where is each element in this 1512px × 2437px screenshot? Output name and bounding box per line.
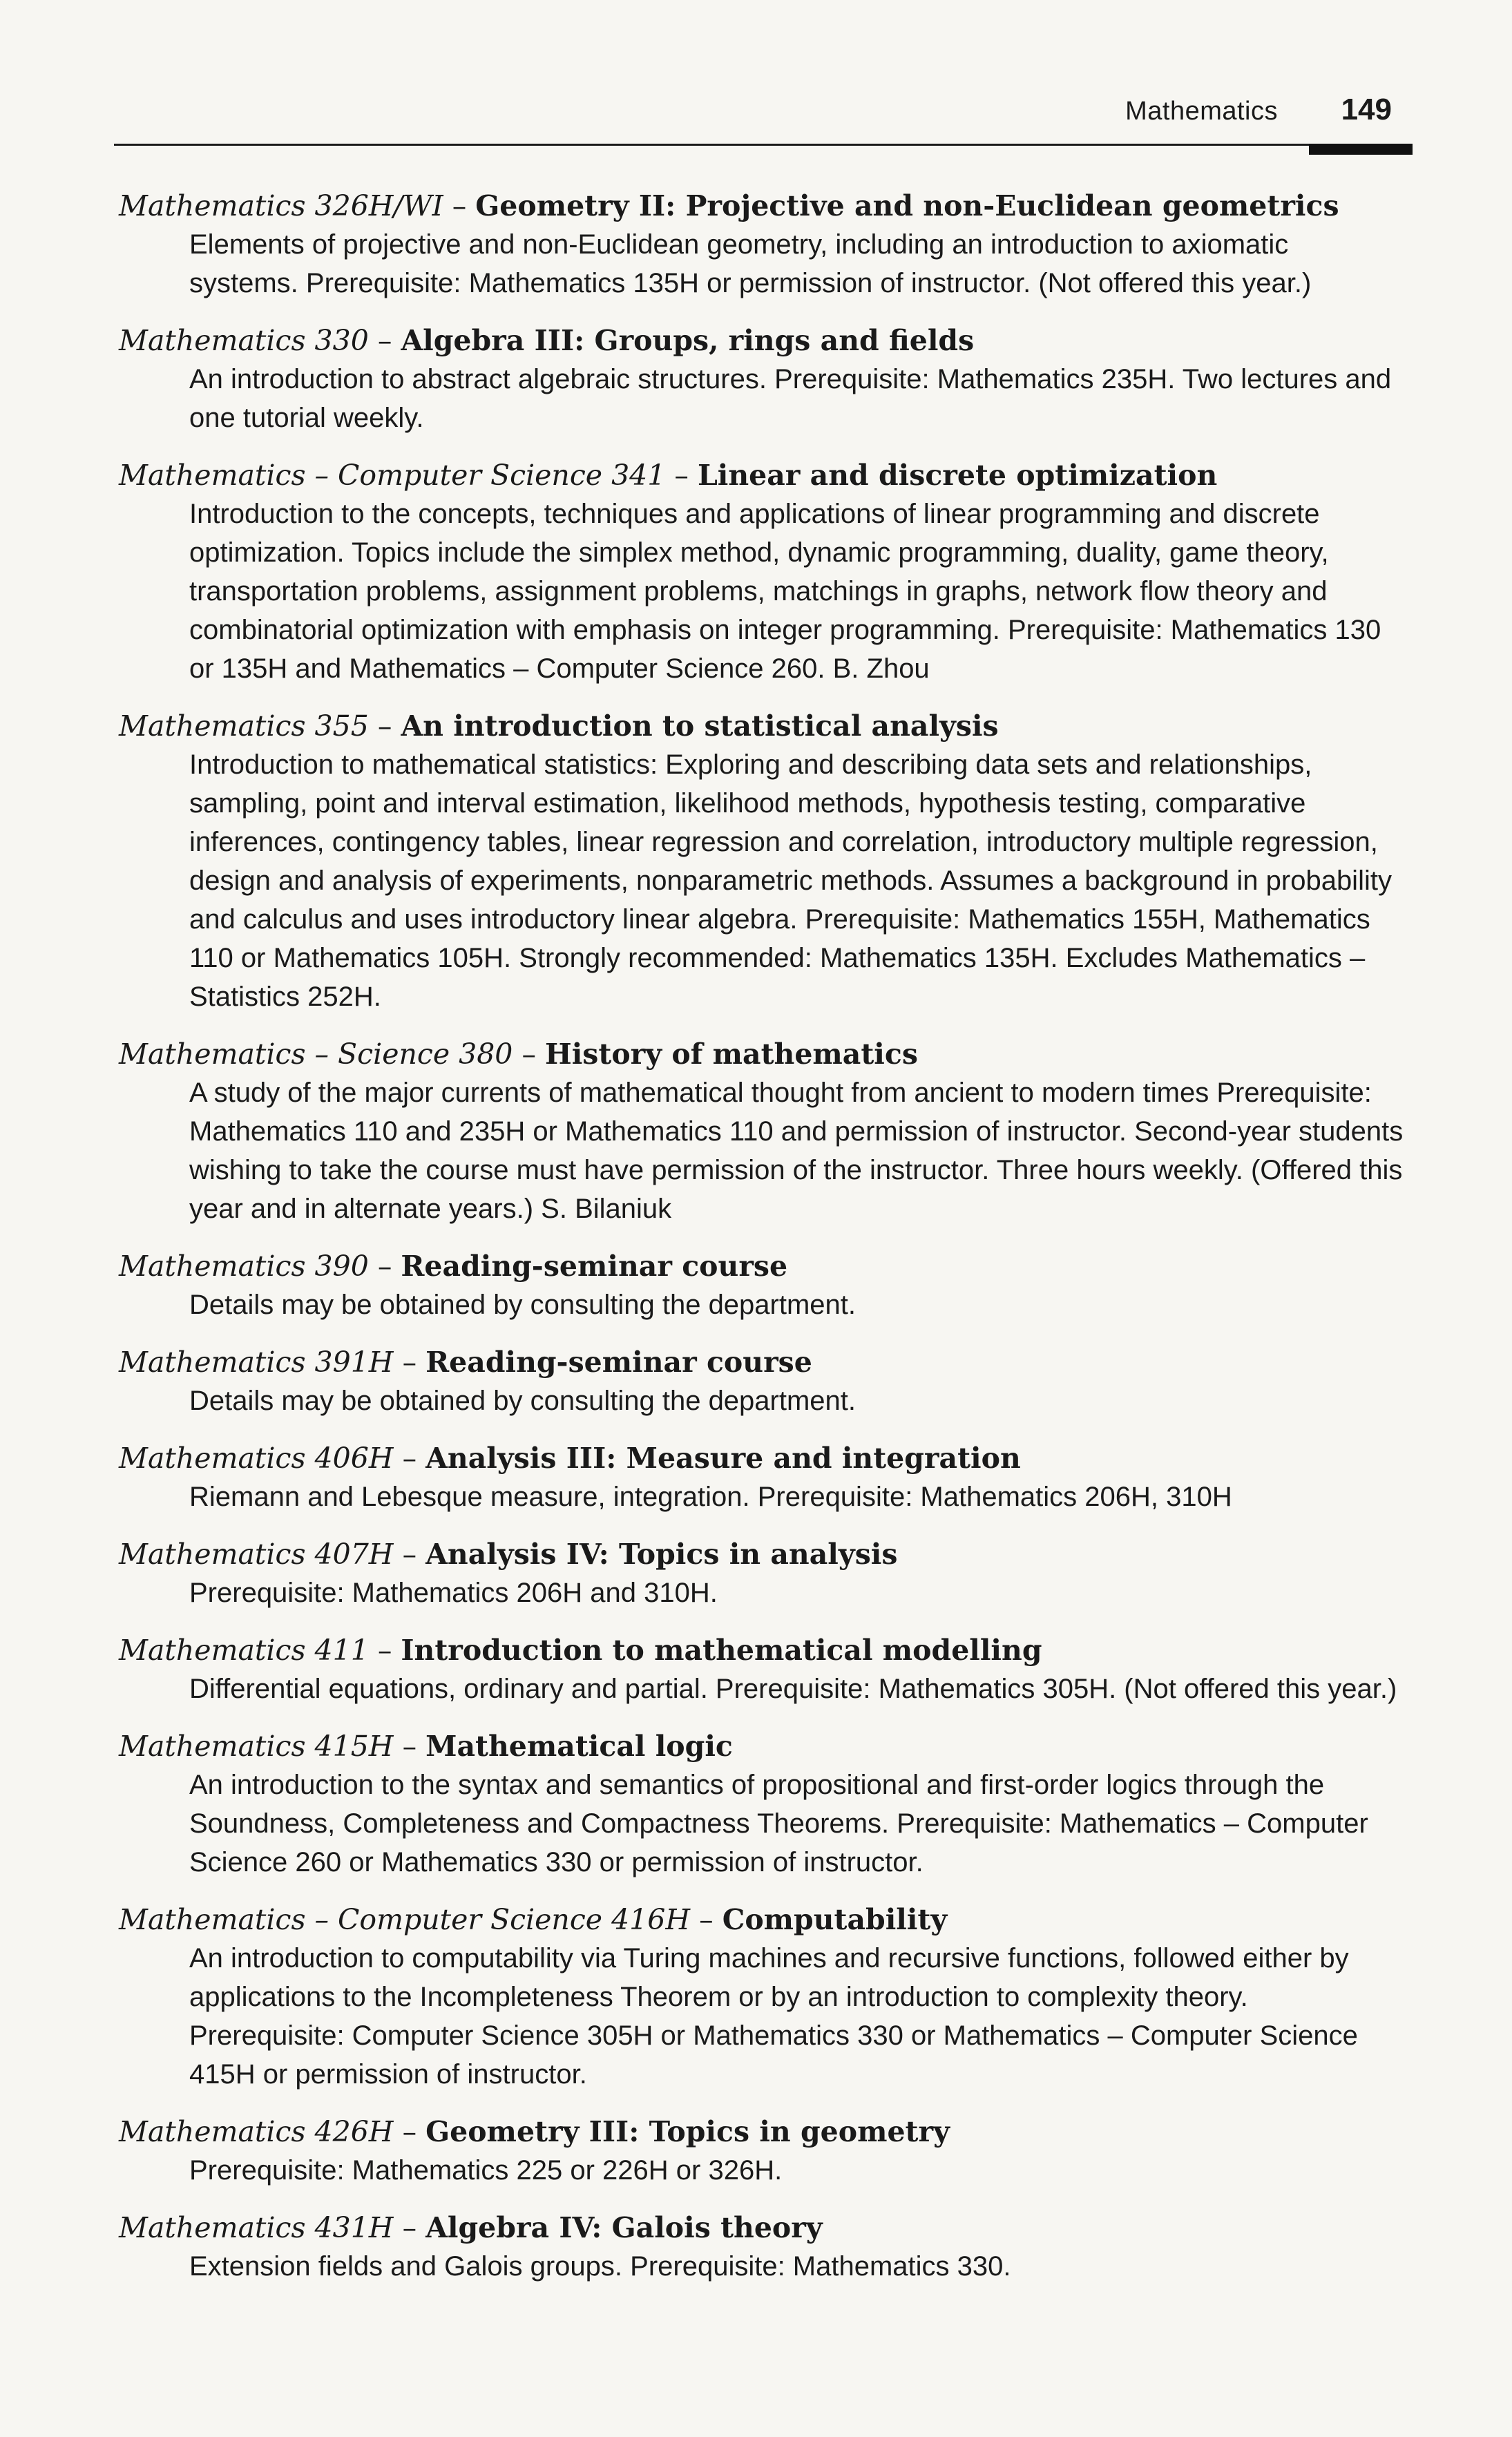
course-code: Mathematics 411 xyxy=(119,1634,369,1667)
course-title: An introduction to statistical analysis xyxy=(401,709,999,743)
course-title: Algebra IV: Galois theory xyxy=(425,2211,823,2244)
course-title: Computability xyxy=(722,1903,948,1936)
course-heading: Mathematics 407H – Analysis IV: Topics in analysis xyxy=(119,1538,898,1571)
course-title: Analysis III: Measure and integration xyxy=(425,1442,1021,1475)
course-title: History of mathematics xyxy=(544,1038,918,1071)
course-entry xyxy=(119,1900,1410,2094)
course-entry xyxy=(119,187,1410,303)
course-description: An introduction to the syntax and semantics of propositional and first-order logics through the Soundness, Completeness and Compactness Theorems. Prerequisite: Mathematics – Computer Science 260 or Mathematics 330 or permission of instructor. xyxy=(189,1770,1368,1877)
course-heading: Mathematics 391H – Reading-seminar course xyxy=(119,1346,812,1379)
course-heading: Mathematics – Computer Science 416H – Computability xyxy=(119,1903,948,1936)
header-rule xyxy=(114,144,1413,146)
course-entry xyxy=(119,321,1410,437)
course-title: Introduction to mathematical modelling xyxy=(401,1634,1042,1667)
course-code: Mathematics 390 xyxy=(119,1250,369,1283)
running-head: Mathematics xyxy=(1125,97,1278,126)
course-description: Prerequisite: Mathematics 225 or 226H or 326H. xyxy=(189,2155,783,2186)
course-heading: Mathematics – Computer Science 341 – Linear and discrete optimization xyxy=(119,459,1218,492)
course-code: Mathematics 431H xyxy=(119,2211,394,2244)
course-title: Geometry III: Topics in geometry xyxy=(425,2115,950,2148)
course-title: Mathematical logic xyxy=(425,1730,733,1763)
course-entry xyxy=(119,1343,1410,1420)
course-title: Geometry II: Projective and non-Euclidean geometrics xyxy=(475,189,1339,222)
course-title: Reading-seminar course xyxy=(401,1250,788,1283)
course-description: Details may be obtained by consulting the department. xyxy=(189,1386,857,1416)
course-code: Mathematics 426H xyxy=(119,2115,394,2148)
course-entry xyxy=(119,2208,1410,2286)
course-code: Mathematics 330 xyxy=(119,324,369,357)
course-heading: Mathematics 406H – Analysis III: Measure and integration xyxy=(119,1442,1021,1475)
course-heading: Mathematics 326H/WI – Geometry II: Projective and non-Euclidean geometrics xyxy=(119,189,1339,222)
page-header xyxy=(114,93,1413,152)
course-code: Mathematics 415H xyxy=(119,1730,394,1763)
course-entry xyxy=(119,707,1410,1016)
course-code: Mathematics 407H xyxy=(119,1538,394,1571)
course-entry xyxy=(119,1439,1410,1516)
course-code: Mathematics – Computer Science 416H xyxy=(119,1903,691,1936)
course-entry xyxy=(119,1631,1410,1708)
course-heading: Mathematics 411 – Introduction to mathematical modelling xyxy=(119,1634,1042,1667)
course-code: Mathematics 326H/WI xyxy=(119,189,443,222)
course-entry xyxy=(119,456,1410,688)
course-heading: Mathematics 330 – Algebra III: Groups, rings and fields xyxy=(119,324,975,357)
course-description: Introduction to the concepts, techniques and applications of linear programming and discrete optimization. Topics include the simplex method, dynamic programming, duality, game theory, transportation problems, assignment problems, matchings in graphs, network flow theory and combinatorial optimization with emphasis on integer programming. Prerequisite: Mathematics 130 or 135H and Mathematics – Computer Science 260. B. Zhou xyxy=(189,499,1381,684)
course-description: An introduction to abstract algebraic structures. Prerequisite: Mathematics 235H. Two lectures and one tutorial weekly. xyxy=(189,364,1392,433)
course-heading: Mathematics 426H – Geometry III: Topics in geometry xyxy=(119,2115,950,2148)
course-description: Elements of projective and non-Euclidean geometry, including an introduction to axiomatic systems. Prerequisite: Mathematics 135H or permission of instructor. (Not offered this year.) xyxy=(189,229,1312,298)
header-bar xyxy=(1309,144,1413,155)
course-heading: Mathematics – Science 380 – History of mathematics xyxy=(119,1038,918,1071)
course-entry xyxy=(119,1035,1410,1228)
course-description: Introduction to mathematical statistics: Exploring and describing data sets and relationships, sampling, point and interval estimation, likelihood methods, hypothesis testing, comparative inferences, contingency tables, linear regression and correlation, introductory multiple regression, design and analysis of experiments, nonparametric methods. Assumes a background in probability and calculus and uses introductory linear algebra. Prerequisite: Mathematics 155H, Mathematics 110 or Mathematics 105H. Strongly recommended: Mathematics 135H. Excludes Mathematics – Statistics 252H. xyxy=(189,749,1392,1012)
course-entry xyxy=(119,2112,1410,2190)
course-entry xyxy=(119,1535,1410,1612)
course-code: Mathematics 391H xyxy=(119,1346,394,1379)
page-number: 149 xyxy=(1341,93,1392,126)
course-heading: Mathematics 415H – Mathematical logic xyxy=(119,1730,733,1763)
course-description: Details may be obtained by consulting the department. xyxy=(189,1290,857,1320)
course-title: Analysis IV: Topics in analysis xyxy=(425,1538,898,1571)
course-list xyxy=(119,187,1410,2304)
course-code: Mathematics – Science 380 xyxy=(119,1038,513,1071)
course-code: Mathematics – Computer Science 341 xyxy=(119,459,666,492)
course-title: Reading-seminar course xyxy=(425,1346,812,1379)
course-heading: Mathematics 431H – Algebra IV: Galois theory xyxy=(119,2211,823,2244)
course-entry xyxy=(119,1727,1410,1882)
course-title: Algebra III: Groups, rings and fields xyxy=(401,324,975,357)
course-description: An introduction to computability via Turing machines and recursive functions, followed either by applications to the Incompleteness Theorem or by an introduction to complexity theory. Prerequisite: Computer Science 305H or Mathematics 330 or Mathematics – Computer Science 415H or permission of instructor. xyxy=(189,1943,1358,2090)
course-code: Mathematics 406H xyxy=(119,1442,394,1475)
course-title: Linear and discrete optimization xyxy=(697,459,1218,492)
course-description: Riemann and Lebesque measure, integration. Prerequisite: Mathematics 206H, 310H xyxy=(189,1482,1232,1512)
course-heading: Mathematics 355 – An introduction to statistical analysis xyxy=(119,709,999,743)
course-entry xyxy=(119,1247,1410,1324)
course-description: Extension fields and Galois groups. Prerequisite: Mathematics 330. xyxy=(189,2251,1011,2282)
course-description: Differential equations, ordinary and partial. Prerequisite: Mathematics 305H. (Not offered this year.) xyxy=(189,1674,1397,1704)
course-description: A study of the major currents of mathematical thought from ancient to modern times Prerequisite: Mathematics 110 and 235H or Mathematics 110 and permission of instructor. Second-year students wishing to take the course must have permission of the instructor. Three hours weekly. (Offered this year and in alternate years.) S. Bilaniuk xyxy=(189,1078,1404,1224)
course-code: Mathematics 355 xyxy=(119,709,369,743)
course-heading: Mathematics 390 – Reading-seminar course xyxy=(119,1250,788,1283)
course-description: Prerequisite: Mathematics 206H and 310H. xyxy=(189,1578,718,1608)
